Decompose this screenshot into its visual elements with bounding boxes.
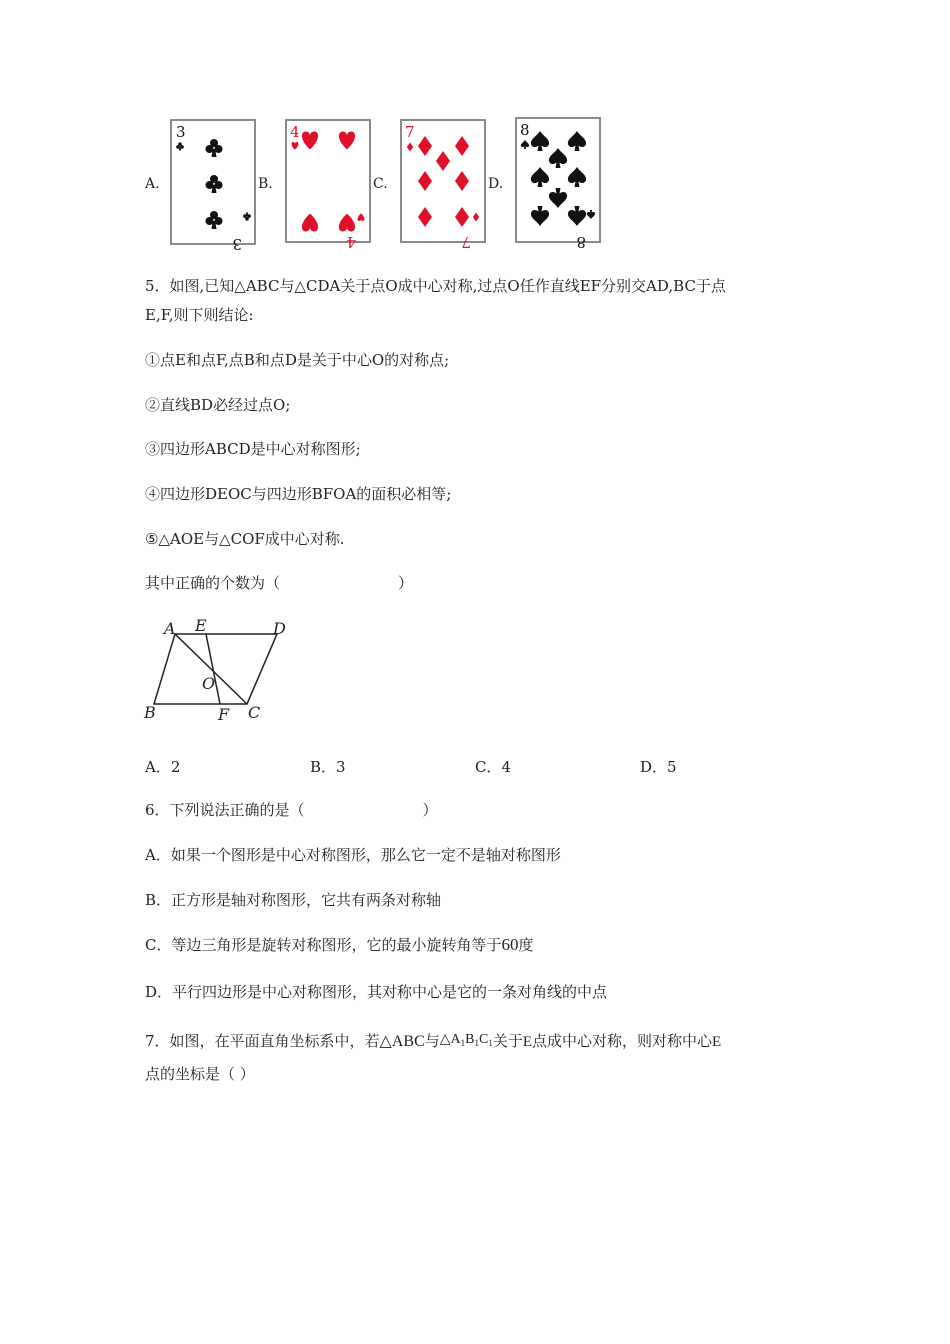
q5-question — [145, 573, 413, 593]
q7-part2: 与 — [424, 1032, 440, 1050]
option-d-letter: D. — [488, 176, 504, 192]
q7-sub-c: 1 — [488, 1038, 493, 1048]
option-b-letter: B. — [258, 176, 273, 192]
card-3-clubs-art — [172, 121, 254, 253]
label-e: E — [195, 616, 207, 635]
q7-tri2-c: C — [479, 1032, 489, 1047]
label-f: F — [218, 705, 230, 724]
q7-sub-a: 1 — [460, 1038, 466, 1048]
line-ef — [206, 634, 220, 704]
q7-triangle-a1b1c1 — [440, 1032, 493, 1047]
q7-sub-b: 1 — [474, 1038, 479, 1048]
card-b-rank-top: 4 — [290, 123, 300, 141]
q5-option-c: C．4 — [475, 758, 512, 776]
card-7-diamonds-art — [402, 121, 484, 251]
q7-part1: 7．如图，在平面直角坐标系中，若 — [145, 1032, 380, 1050]
q6-option-a: A．如果一个图形是中心对称图形，那么它一定不是轴对称图形 — [145, 846, 561, 864]
label-d: D — [273, 619, 286, 638]
q7-tri2-b: B — [465, 1032, 475, 1047]
q7-part4: 点成中心对称，则对称中心 — [532, 1032, 713, 1050]
card-3-clubs — [170, 119, 256, 253]
q5-statement-2: ②直线BD必经过点O; — [145, 396, 291, 414]
card-b-rank-bottom: 4 — [346, 233, 356, 251]
q5-stem-line2: E,F,则下则结论: — [145, 306, 254, 324]
card-7-diamonds — [400, 119, 486, 251]
label-b: B — [144, 703, 156, 722]
q7-point-e2: E — [712, 1034, 722, 1050]
q6-option-c-text: C．等边三角形是旋转对称图形，它的最小旋转角等于 — [145, 936, 502, 954]
q6-stem-suffix: ） — [422, 801, 438, 819]
label-o: O — [202, 674, 216, 693]
q7-stem-line2: 点的坐标是（ ） — [145, 1065, 255, 1083]
option-c-letter: C. — [373, 176, 388, 192]
card-a-rank-top: 3 — [176, 123, 186, 141]
q6-stem — [145, 800, 438, 820]
q5-statement-3: ③四边形ABCD是中心对称图形; — [145, 440, 361, 458]
card-4-hearts — [285, 119, 371, 251]
q5-option-b: B．3 — [310, 758, 346, 776]
card-c-rank-top: 7 — [405, 123, 415, 141]
q6-option-b: B．正方形是轴对称图形，它共有两条对称轴 — [145, 891, 442, 909]
card-d-rank-bottom: 8 — [576, 233, 586, 251]
card-a-rank-bottom: 3 — [232, 235, 242, 253]
label-a: A — [164, 619, 176, 638]
q5-option-d: D．5 — [640, 758, 677, 776]
q7-tri2-a: △A — [439, 1032, 461, 1047]
q7-part3: 关于 — [492, 1032, 523, 1050]
q5-question-suffix: ） — [398, 574, 414, 592]
q7-stem-line1 — [145, 1030, 721, 1053]
q5-statement-4: ④四边形DEOC与四边形BFOA的面积必相等; — [145, 485, 452, 503]
q7-triangle-abc: △ABC — [379, 1033, 425, 1050]
q5-parallelogram-figure — [140, 614, 300, 726]
q6-option-c-value: 60 — [501, 935, 519, 954]
card-d-rank-top: 8 — [520, 121, 530, 139]
q7-point-e: E — [522, 1034, 533, 1050]
q6-option-c-unit: 度 — [518, 936, 534, 954]
q6-option-d: D．平行四边形是中心对称图形，其对称中心是它的一条对角线的中点 — [145, 983, 608, 1001]
q5-option-a: A．2 — [145, 758, 181, 776]
q5-statement-1: ①点E和点F,点B和点D是关于中心O的对称点; — [145, 351, 450, 369]
label-c: C — [248, 703, 261, 722]
q6-stem-prefix: 6．下列说法正确的是（ — [145, 801, 305, 819]
card-c-rank-bottom: 7 — [461, 233, 471, 251]
q5-question-prefix: 其中正确的个数为（ — [145, 574, 281, 592]
card-8-spades-art — [517, 119, 599, 251]
card-4-hearts-art — [287, 121, 369, 251]
parallelogram-abcd — [154, 634, 277, 704]
card-8-spades — [515, 117, 601, 251]
q5-statement-5: ⑤△AOE与△COF成中心对称. — [145, 530, 345, 548]
q6-option-c — [145, 935, 534, 955]
option-a-letter: A. — [145, 176, 160, 192]
q5-stem-line1: 5．如图,已知△ABC与△CDA关于点O成中心对称,过点O任作直线EF分别交AD,BC于点 — [145, 277, 726, 295]
diagonal-ac — [175, 634, 247, 704]
